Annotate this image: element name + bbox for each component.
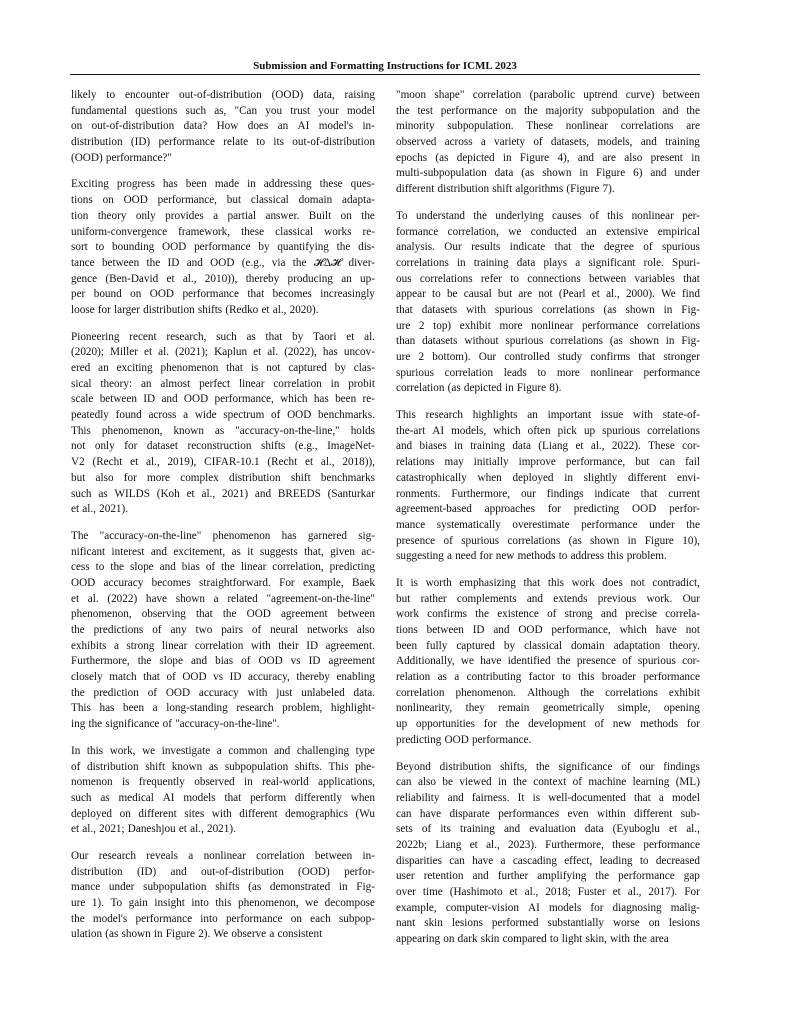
text-line: et al. (2022) have shown a related "agreement-on-the-line": [71, 592, 375, 605]
text-line: tions on OOD performance, but classical domain adapta-: [71, 194, 375, 207]
text-line: the-art AI models, which often pick up spurious correlations: [396, 424, 700, 437]
paragraph: [396, 760, 700, 948]
text-line: nificant interest and excitement, as it suggests that, given ac-: [71, 545, 375, 558]
text-line: epochs (as depicted in Figure 4), and are also present in: [396, 151, 700, 164]
text-line: formance correlation, we conducted an extensive empirical: [396, 225, 700, 238]
text-line: fundamental questions such as, "Can you trust your model: [71, 104, 375, 117]
text-line: This phenomenon, known as "accuracy-on-the-line," holds: [71, 424, 375, 437]
text-line: that datasets with spurious correlations (as shown in Fig-: [396, 303, 700, 316]
text-line: Pioneering recent research, such as that by Taori et al.: [71, 330, 375, 343]
text-line: deployed on different sites with different demographics (Wu: [71, 807, 375, 820]
text-line: Our research reveals a nonlinear correlation between in-: [71, 849, 375, 862]
text-line: nomenon is frequently observed in real-world applications,: [71, 776, 375, 789]
paragraph: [71, 744, 375, 838]
text-line: sort to bounding OOD performance by quantifying the dis-: [71, 241, 375, 254]
text-line: correlation (as depicted in Figure 8).: [396, 382, 562, 395]
text-line: distribution (ID) performance relate to its out-of-distribution: [71, 136, 375, 149]
text-line: closely match that of OOD vs ID accuracy, thereby enabling: [71, 671, 375, 684]
text-line: distribution (ID) and out-of-distribution (OOD) perfor-: [71, 865, 375, 878]
text-line: analysis. Our results indicate that the degree of spurious: [396, 241, 700, 254]
text-line: predicting OOD performance.: [396, 733, 532, 746]
paragraph: [71, 849, 375, 943]
text-line: The "accuracy-on-the-line" phenomenon has garnered sig-: [71, 529, 375, 542]
text-line: ure 2 bottom). Our controlled study confirms that stronger: [396, 351, 700, 363]
text-line: user retention and further amplifying the performance gap: [396, 870, 700, 883]
text-line: agreement-based approaches for predicting OOD perfor-: [396, 503, 700, 516]
text-line: ure 1). To gain insight into this phenomenon, we decompose: [71, 897, 375, 909]
text-line: over time (Hashimoto et al., 2018; Fuster et al., 2017). For: [396, 886, 700, 898]
text-line: example, computer-vision AI models for diagnosing malig-: [396, 901, 700, 914]
text-line: OOD accuracy becomes straightforward. For example, Baek: [71, 576, 375, 589]
text-line: suggesting a need for new methods to address this problem.: [396, 550, 667, 563]
text-line: not only for dataset reconstruction shifts (e.g., ImageNet-: [71, 440, 375, 453]
text-line: nant skin lesions performed substantially worse on lesions: [396, 917, 700, 930]
text-line: et al., 2021; Daneshjou et al., 2021).: [71, 823, 236, 836]
header-rule: [70, 74, 700, 75]
text-line: reliability and fairness. It is well-documented that a model: [396, 791, 700, 804]
text-line: (2020); Miller et al. (2021); Kaplun et al. (2022), has uncov-: [71, 346, 375, 359]
text-line: such as medical AI models that perform differently when: [71, 791, 375, 804]
text-line: disparities can have a cascading effect, leading to decreased: [396, 854, 700, 867]
text-line: sical theory: an almost perfect linear correlation in probit: [71, 377, 375, 390]
text-line: phenomenon, observing that the OOD agreement between: [71, 608, 375, 621]
text-line: relation as a contributing factor to this broader performance: [396, 671, 700, 684]
text-line: been fully captured by classical domain adaptation theory.: [396, 639, 700, 652]
text-line: cess to the slope and bias of the linear correlation, predicting: [71, 561, 375, 574]
text-line: can also be viewed in the context of machine learning (ML): [396, 776, 700, 789]
text-line: presence of spurious correlations (as shown in Figure 10),: [396, 534, 700, 547]
paragraph: [71, 88, 375, 166]
text-line: (OOD) performance?": [71, 151, 172, 164]
text-line: This has been a long-standing research problem, highlight-: [71, 702, 375, 715]
text-line: likely to encounter out-of-distribution (OOD) data, raising: [71, 89, 375, 101]
text-line: In this work, we investigate a common and challenging type: [71, 744, 375, 757]
text-line: the predictions of any two pairs of neural networks also: [71, 624, 375, 636]
text-line: Additionally, we have identified the presence of spurious cor-: [396, 655, 700, 668]
running-header: Submission and Formatting Instructions for ICML 2023: [253, 60, 517, 72]
text-line: ing the significance of "accuracy-on-the-line".: [71, 718, 280, 731]
text-line: the test performance on the majority subpopulation and the: [396, 104, 700, 117]
text-line: tions between ID and OOD performance, which have not: [396, 624, 700, 636]
text-line: "moon shape" correlation (parabolic uptrend curve) between: [396, 89, 700, 101]
text-line: ronments. Furthermore, our findings indicate that current: [396, 487, 700, 500]
text-line: To understand the underlying causes of this nonlinear per-: [396, 209, 700, 222]
text-line: but also for more complex distribution shift benchmarks: [71, 471, 375, 484]
paragraph: [396, 576, 700, 749]
text-line: mance under subpopulation shifts (as demonstrated in Fig-: [71, 881, 375, 894]
text-line: appearing on dark skin compared to light skin, with the area: [396, 933, 669, 946]
text-line: mance systematically overestimate performance under the: [396, 518, 700, 531]
paragraph: [396, 209, 700, 397]
text-line: ulation (as shown in Figure 2). We observe a consistent: [71, 928, 323, 941]
text-line: than datasets without spurious correlations (as shown in Fig-: [396, 335, 700, 348]
text-line: per bound on OOD performance that becomes increasingly: [71, 288, 375, 301]
text-line: tion theory only provides a partial answer. Built on the: [71, 209, 375, 222]
text-line: appear to be causal but are not (Pearl et al., 2000). We find: [396, 288, 700, 301]
paragraph: [71, 529, 375, 733]
text-line: spurious correlation leads to more nonlinear performance: [396, 366, 700, 379]
text-line: can have disparate performances even within different sub-: [396, 807, 700, 820]
text-line: It is worth emphasizing that this work does not contradict,: [396, 576, 700, 589]
text-line: up opportunities for the development of new methods for: [396, 718, 700, 731]
text-line: the model's performance into performance on each subpop-: [71, 912, 375, 925]
text-line: tance between the ID and OOD (e.g., via the 𝓗Δ𝓗 diver-: [71, 256, 375, 269]
text-line: such as WILDS (Koh et al., 2021) and BREEDS (Santurkar: [71, 487, 375, 500]
text-line: observed across a variety of datasets, models, and training: [396, 136, 700, 149]
text-line: gence (Ben-David et al., 2010)), thereby producing an up-: [71, 272, 375, 285]
text-line: sets of its training and evaluation data (Eyuboglu et al.,: [396, 823, 700, 836]
text-line: et al., 2021).: [71, 503, 129, 516]
text-line: ered an exciting phenomenon that is not captured by clas-: [71, 362, 375, 374]
text-line: nonlinearity, they remain geometrically simple, opening: [396, 702, 700, 715]
paragraph: [396, 88, 700, 198]
text-line: correlation phenomenon. Although the correlations exhibit: [396, 686, 700, 699]
text-line: Beyond distribution shifts, the significance of our findings: [396, 760, 700, 773]
paragraph: [396, 408, 700, 565]
text-line: This research highlights an important issue with state-of-: [396, 409, 700, 422]
text-line: 2022b; Liang et al., 2023). Furthermore, these performance: [396, 838, 700, 851]
text-line: the prediction of OOD accuracy with just unlabeled data.: [71, 686, 375, 699]
text-line: multi-subpopulation data (as shown in Figure 6) and under: [396, 167, 700, 180]
text-line: exhibits a strong linear correlation with their ID agreement.: [71, 639, 375, 652]
text-line: uniform-convergence framework, these classical works re-: [71, 225, 375, 238]
text-line: scale between ID and OOD performance, which has been re-: [71, 393, 375, 406]
right-column: [396, 88, 700, 948]
text-line: different distribution shift algorithms (Figure 7).: [396, 183, 615, 196]
text-line: work confirms the existence of strong and precise correla-: [396, 608, 700, 621]
text-line: loose for larger distribution shifts (Redko et al., 2020).: [71, 303, 319, 316]
text-line: but rather complements and extends previous work. Our: [396, 592, 700, 605]
paragraph: [71, 177, 375, 318]
text-line: Exciting progress has been made in addressing these ques-: [71, 178, 375, 191]
left-column: [71, 88, 375, 943]
paragraph: [71, 330, 375, 518]
text-line: Furthermore, the slope and bias of OOD vs ID agreement: [71, 655, 375, 668]
text-line: V2 (Recht et al., 2019), CIFAR-10.1 (Recht et al., 2018)),: [71, 456, 375, 469]
text-line: ure 2 top) exhibit more nonlinear performance correlations: [396, 319, 700, 332]
text-line: relations may initially improve performance, but can fail: [396, 456, 700, 469]
text-line: and biases in training data (Liang et al., 2022). These cor-: [396, 440, 700, 453]
text-line: on out-of-distribution data? How does an AI model's in-: [71, 120, 375, 133]
text-line: minority subpopulation. These nonlinear correlations are: [396, 120, 700, 133]
text-line: peatedly found across a wide spectrum of OOD benchmarks.: [71, 409, 375, 422]
text-line: catastrophically when deployed in slightly different envi-: [396, 471, 700, 484]
text-line: correlations in training data plays a significant role. Spuri-: [396, 256, 700, 269]
text-line: of distribution shift known as subpopulation shifts. This phe-: [71, 760, 375, 773]
text-line: ous correlations refer to connections between variables that: [396, 272, 700, 285]
